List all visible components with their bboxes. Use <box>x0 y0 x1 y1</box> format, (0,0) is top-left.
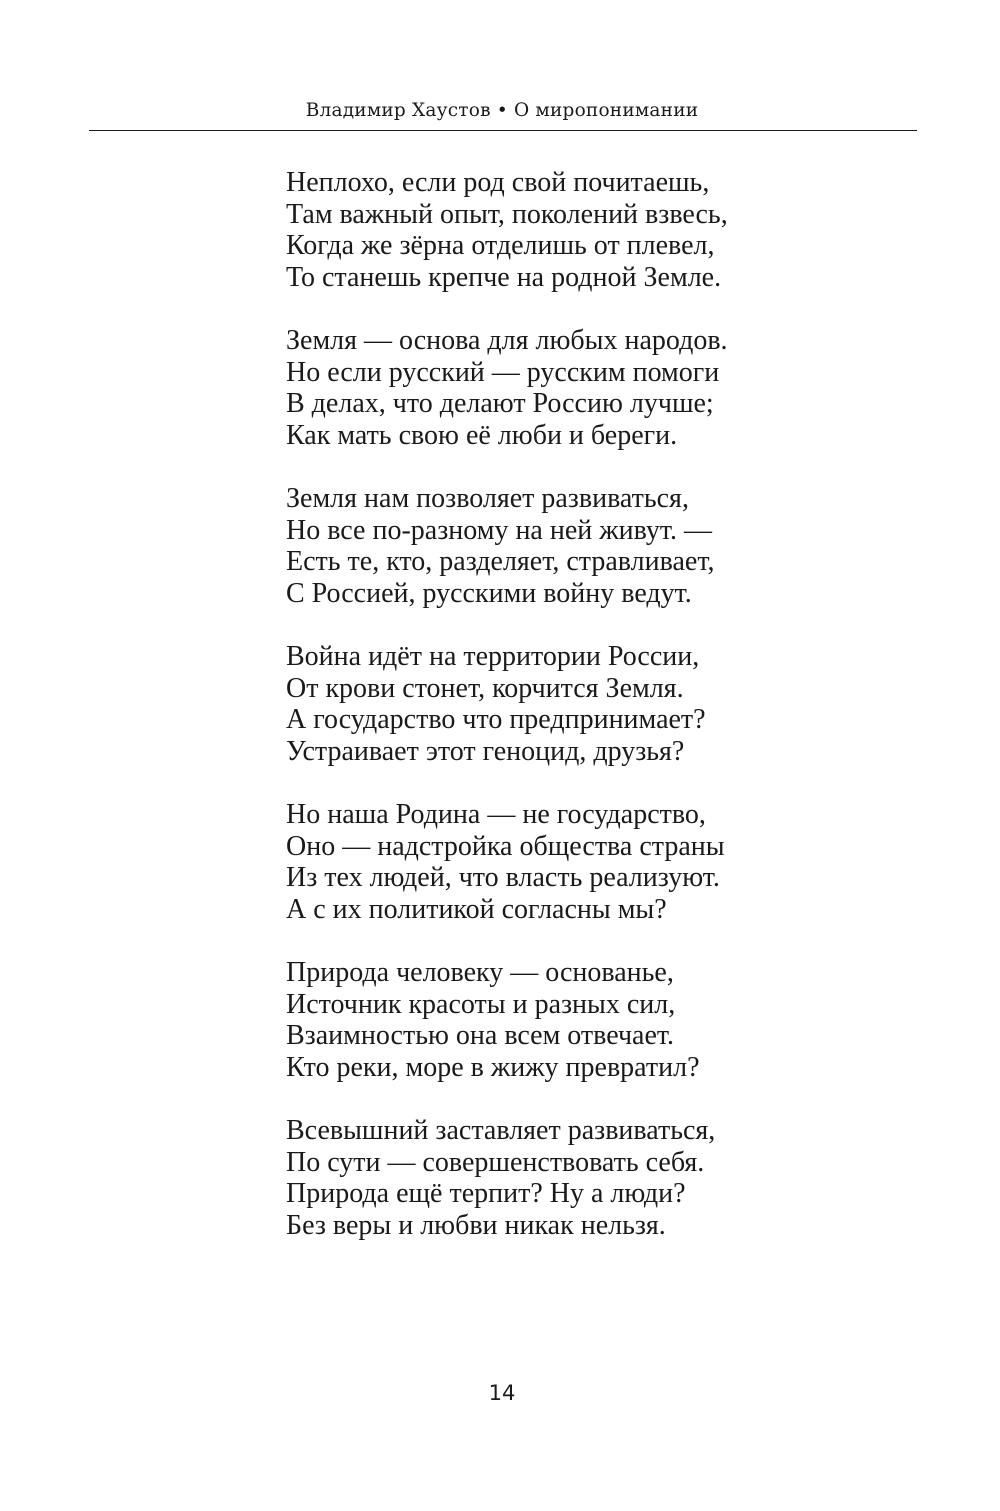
poem-line: А государство что предпринимает? <box>286 704 706 735</box>
stanza <box>286 957 886 1083</box>
stanza <box>286 641 886 767</box>
header-rule <box>89 130 917 131</box>
poem-line: Оно — надстройка общества страны <box>286 830 725 862</box>
stanza <box>286 167 886 293</box>
poem-line: Когда же зёрна отделишь от плевел, <box>286 230 715 261</box>
stanza <box>286 483 886 609</box>
poem-line: Есть те, кто, разделяет, стравливает, <box>286 546 715 577</box>
poem-line: Как мать свою её люби и береги. <box>286 419 678 451</box>
poem-line: По сути — совершенствовать себя. <box>286 1146 705 1178</box>
poem-line: Устраивает этот геноцид, друзья? <box>286 735 685 767</box>
poem-line: Но все по-разному на ней живут. — <box>286 514 712 546</box>
poem-line: Неплохо, если род свой почитаешь, <box>286 167 710 198</box>
poem-line: Источник красоты и разных сил, <box>286 988 676 1020</box>
poem-line: Но наша Родина — не государство, <box>286 799 706 830</box>
poem-line: Из тех людей, что власть реализуют. <box>286 862 720 893</box>
poem-line: Война идёт на территории России, <box>286 641 700 672</box>
poem-line: Природа ещё терпит? Ну а люди? <box>286 1178 686 1209</box>
poem-line: От крови стонет, корчится Земля. <box>286 672 684 704</box>
poem-line: Кто реки, море в жижу превратил? <box>286 1051 700 1083</box>
poem-line: Взаимностью она всем отвечает. <box>286 1020 675 1051</box>
poem-line: Там важный опыт, поколений взвесь, <box>286 198 728 230</box>
poem-line: Земля нам позволяет развиваться, <box>286 483 689 514</box>
poem-line: Природа человеку — основанье, <box>286 957 674 988</box>
page-number: 14 <box>488 1381 516 1405</box>
poem-line: Но если русский — русским помоги <box>286 356 720 388</box>
stanza <box>286 799 886 925</box>
stanza <box>286 1115 886 1241</box>
poem-line: А с их политикой согласны мы? <box>286 893 667 925</box>
stanza <box>286 325 886 451</box>
poem-line: В делах, что делают Россию лучше; <box>286 388 714 419</box>
running-head: Владимир Хаустов • О миропонимании <box>305 100 699 121</box>
poem <box>286 167 886 1273</box>
poem-line: Всевышний заставляет развиваться, <box>286 1115 716 1146</box>
poem-line: То станешь крепче на родной Земле. <box>286 261 722 293</box>
poem-line: С Россией, русскими войну ведут. <box>286 577 692 609</box>
poem-line: Без веры и любви никак нельзя. <box>286 1209 666 1241</box>
poem-line: Земля — основа для любых народов. <box>286 325 728 356</box>
